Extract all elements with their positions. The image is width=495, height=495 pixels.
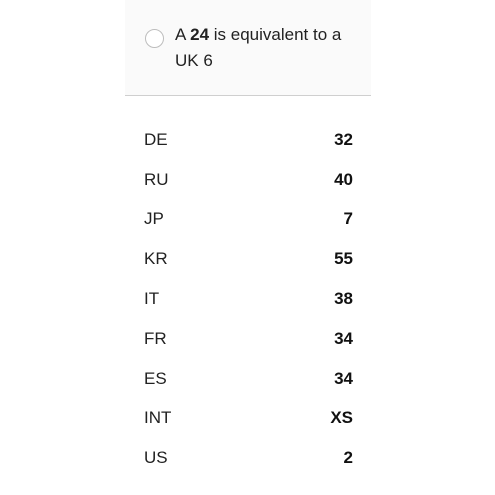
region-label: ES <box>144 368 167 388</box>
size-value: 34 <box>334 368 353 388</box>
region-label: RU <box>144 169 169 189</box>
region-label: FR <box>144 328 167 348</box>
region-label: INT <box>144 408 172 428</box>
info-middle: is equivalent to a <box>209 25 342 44</box>
size-value: 32 <box>334 129 353 149</box>
size-row-kr <box>144 239 353 279</box>
size-value: 40 <box>334 169 353 189</box>
size-value: 55 <box>334 249 353 269</box>
size-value: 38 <box>334 289 353 309</box>
size-row-us <box>144 438 353 478</box>
size-row-it <box>144 279 353 319</box>
info-prefix: A <box>175 25 191 44</box>
region-label: DE <box>144 129 168 149</box>
size-equivalence-text <box>175 22 360 74</box>
size-row-es <box>144 359 353 399</box>
size-radio-button[interactable] <box>145 29 164 48</box>
size-row-de <box>144 120 353 160</box>
size-row-ru <box>144 160 353 200</box>
uk-size: UK 6 <box>175 51 213 70</box>
size-value: XS <box>330 408 353 428</box>
size-value: 2 <box>343 448 353 468</box>
region-label: IT <box>144 289 160 309</box>
size-value: 34 <box>334 328 353 348</box>
selected-size: 24 <box>190 25 210 44</box>
size-row-int <box>144 399 353 439</box>
size-table <box>144 120 353 478</box>
size-row-jp <box>144 200 353 240</box>
region-label: KR <box>144 249 168 269</box>
region-label: JP <box>144 209 164 229</box>
size-value: 7 <box>343 209 353 229</box>
size-info-card <box>125 0 371 96</box>
region-label: US <box>144 448 168 468</box>
size-row-fr <box>144 319 353 359</box>
